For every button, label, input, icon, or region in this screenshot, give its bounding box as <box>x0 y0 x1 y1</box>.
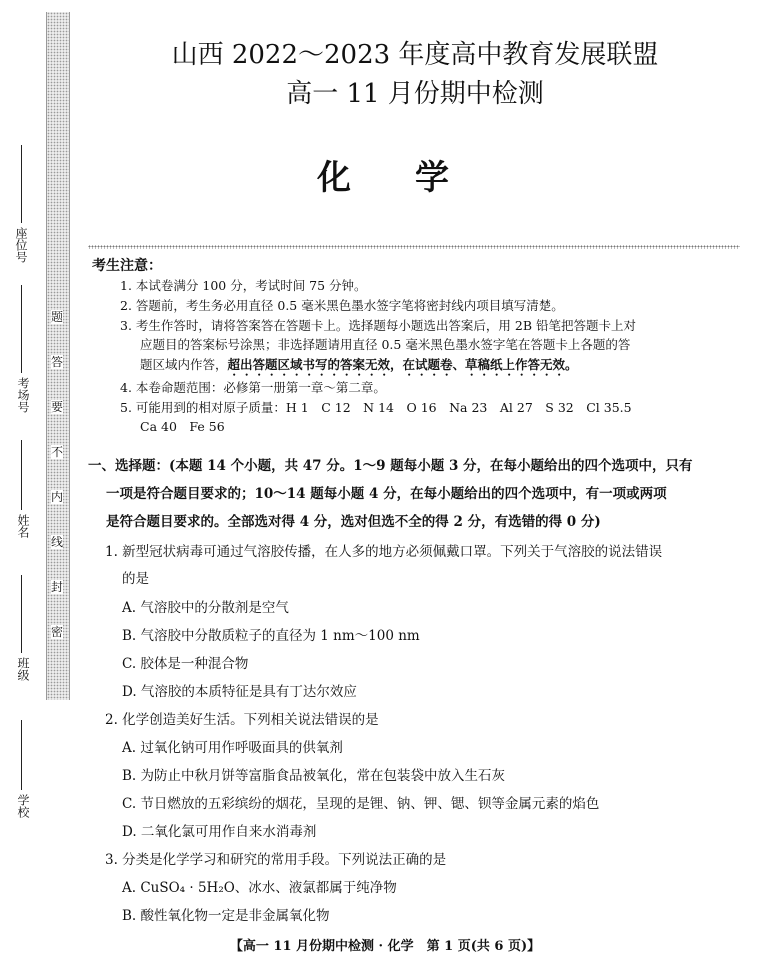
option: B. 气溶胶中分散质粒子的直径为 1 nm～100 nm <box>122 628 420 644</box>
exam-room-label: 考场号 <box>16 377 30 413</box>
name-field[interactable] <box>12 440 32 550</box>
notice-divider <box>88 245 740 249</box>
question-stem: 1. 新型冠状病毒可通过气溶胶传播，在人多的地方必须佩戴口罩。下列关于气溶胶的说法错误 <box>105 544 663 560</box>
exam-room-field[interactable] <box>12 285 32 425</box>
school-field[interactable] <box>12 720 32 830</box>
notice-emphasis: 超出答题区域书写的答案无效，在试题卷、草稿纸上作答无效。 <box>227 357 578 372</box>
school-label: 学校 <box>16 794 30 818</box>
option: C. 胶体是一种混合物 <box>122 656 249 672</box>
notice-item: Ca 40 Fe 56 <box>140 419 225 434</box>
notice-item: 2. 答题前，考生务必用直径 0.5 毫米黑色墨水签字笔将密封线内项目填写清楚。 <box>120 298 564 313</box>
section-heading: 是符合题目要求的。全部选对得 4 分，选对但选不全的得 2 分，有选错的得 0 分) <box>106 514 601 530</box>
option: A. 气溶胶中的分散剂是空气 <box>122 600 289 616</box>
seat-number-label: 座位号 <box>14 227 28 263</box>
class-field[interactable] <box>12 575 32 695</box>
seat-number-field[interactable] <box>12 145 32 275</box>
binding-word: 内 <box>51 490 64 504</box>
section-heading: 一、选择题：(本题 14 个小题，共 47 分。1～9 题每小题 3 分，在每小题给出的四个选项中，只有 <box>88 458 693 474</box>
option: B. 酸性氧化物一定是非金属氧化物 <box>122 908 330 924</box>
option: D. 二氧化氯可用作自来水消毒剂 <box>122 824 317 840</box>
binding-word: 封 <box>51 580 64 594</box>
exam-title: 山西 2022～2023 年度高中教育发展联盟 <box>171 40 659 70</box>
option: A. CuSO₄ · 5H₂O、冰水、液氯都属于纯净物 <box>122 880 397 896</box>
question-stem: 2. 化学创造美好生活。下列相关说法错误的是 <box>105 712 379 728</box>
notice-text: 题区域内作答， <box>140 357 228 372</box>
notice-item: 4. 本卷命题范围：必修第一册第一章～第二章。 <box>120 380 386 395</box>
binding-word: 密 <box>51 625 64 639</box>
option: D. 气溶胶的本质特征是具有丁达尔效应 <box>122 684 357 700</box>
binding-word: 线 <box>51 535 64 549</box>
exam-subtitle: 高一 11 月份期中检测 <box>286 79 544 109</box>
section-heading: 一项是符合题目要求的；10～14 题每小题 4 分，在每小题给出的四个选项中，有一项或两项 <box>106 486 667 502</box>
subject-title: 化学 <box>317 158 513 198</box>
notice-item-emph-line <box>140 355 740 379</box>
notice-item: 1. 本试卷满分 100 分，考试时间 75 分钟。 <box>120 278 367 293</box>
page-footer: 【高一 11 月份期中检测 · 化学 第 1 页(共 6 页)】 <box>229 939 541 954</box>
notice-heading: 考生注意： <box>92 258 162 274</box>
binding-word: 题 <box>51 310 64 324</box>
option: C. 节日燃放的五彩缤纷的烟花，呈现的是锂、钠、钾、锶、钡等金属元素的焰色 <box>122 796 600 812</box>
binding-word: 不 <box>51 445 64 459</box>
notice-item: 5. 可能用到的相对原子质量：H 1 C 12 N 14 O 16 Na 23 Al 27 S 32 Cl 35.5 <box>120 400 632 415</box>
binding-word: 要 <box>51 400 64 414</box>
question-stem: 的是 <box>122 571 149 587</box>
notice-item: 应题目的答案标号涂黑；非选择题请用直径 0.5 毫米黑色墨水签字笔在答题卡上各题的答 <box>140 337 631 352</box>
option: B. 为防止中秋月饼等富脂食品被氧化，常在包装袋中放入生石灰 <box>122 768 506 784</box>
class-label: 班级 <box>16 657 30 681</box>
binding-word: 答 <box>51 355 64 369</box>
option: A. 过氧化钠可用作呼吸面具的供氧剂 <box>122 740 343 756</box>
question-stem: 3. 分类是化学学习和研究的常用手段。下列说法正确的是 <box>105 852 447 868</box>
name-label: 姓名 <box>16 514 30 538</box>
notice-item: 3. 考生作答时，请将答案答在答题卡上。选择题每小题选出答案后，用 2B 铅笔把答题卡上对 <box>120 318 636 333</box>
